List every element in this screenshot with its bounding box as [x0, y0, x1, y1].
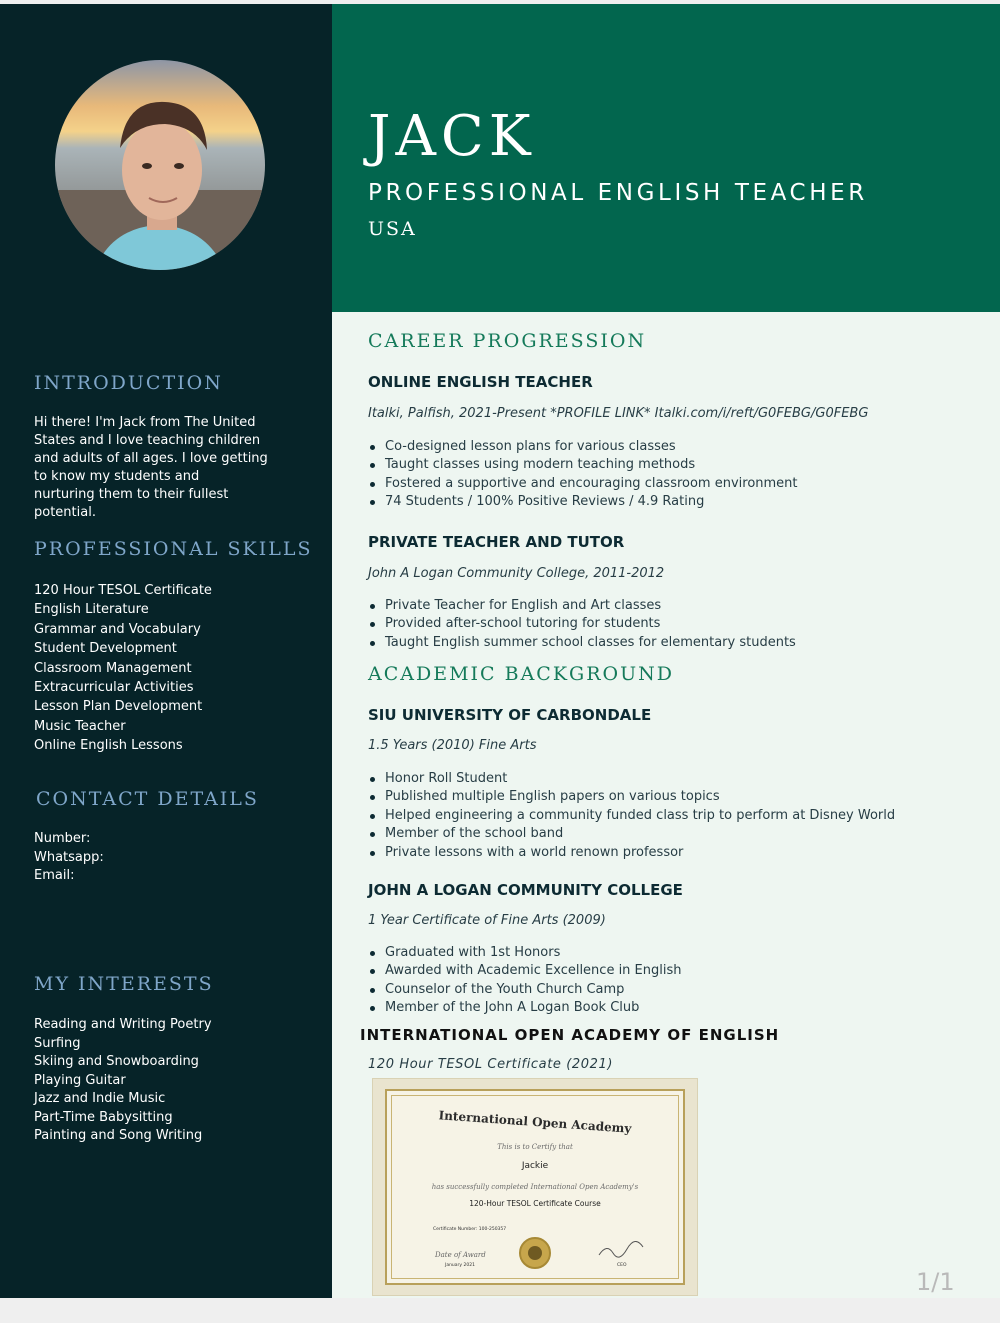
introduction-line: nurturing them to their fullest [34, 487, 229, 502]
contact-whatsapp: Whatsapp: [34, 849, 104, 865]
bullet-item: Awarded with Academic Excellence in English [368, 962, 682, 980]
profile-photo-graphic [55, 60, 265, 270]
certificate-title: International Open Academy [438, 1108, 632, 1136]
candidate-location: USA [368, 218, 417, 240]
bullet-item: Counselor of the Youth Church Camp [368, 981, 682, 999]
bullet-item: Co-designed lesson plans for various classes [368, 438, 798, 456]
bullet-item: Provided after-school tutoring for students [368, 615, 796, 633]
bullet-item: Fostered a supportive and encouraging classroom environment [368, 475, 798, 493]
bullet-item: 74 Students / 100% Positive Reviews / 4.9 Rating [368, 493, 798, 511]
bullet-item: Taught English summer school classes for elementary students [368, 634, 796, 652]
sidebar [0, 4, 332, 1298]
job-title: PRIVATE TEACHER AND TUTOR [368, 533, 625, 551]
contact-heading: CONTACT DETAILS [36, 788, 259, 810]
certificate-ceo-label: CEO [617, 1263, 627, 1268]
introduction-heading: INTRODUCTION [34, 372, 223, 394]
tesol-certificate [372, 1078, 698, 1296]
school-bullets [368, 770, 895, 862]
school-bullets [368, 944, 682, 1018]
bullet-item: Honor Roll Student [368, 770, 895, 788]
bullet-item: Member of the school band [368, 825, 895, 843]
school-subtitle: 1.5 Years (2010) Fine Arts [368, 738, 537, 753]
certificate-frame [385, 1089, 685, 1285]
bullet-item: Private lessons with a world renown professor [368, 844, 895, 862]
introduction-line: and adults of all ages. I love getting [34, 451, 268, 466]
school-title: JOHN A LOGAN COMMUNITY COLLEGE [368, 881, 683, 899]
skill-item: Grammar and Vocabulary [34, 621, 201, 637]
interests-heading: MY INTERESTS [34, 973, 214, 995]
skill-item: Classroom Management [34, 660, 192, 676]
interest-item: Painting and Song Writing [34, 1128, 203, 1143]
skill-item: Lesson Plan Development [34, 699, 203, 715]
header-banner [332, 4, 1000, 312]
certificate-course: 120-Hour TESOL Certificate Course [469, 1199, 601, 1208]
certificate-completed: has successfully completed International Open Academy's [431, 1183, 639, 1191]
skills-list [34, 581, 212, 756]
skills-heading: PROFESSIONAL SKILLS [34, 538, 313, 560]
candidate-name: JACK [368, 104, 536, 169]
academy-subtitle: 120 Hour TESOL Certificate (2021) [368, 1057, 614, 1072]
job-subtitle: Italki, Palfish, 2021-Present *PROFILE LINK* Italki.com/i/reft/G0FEBG/G0FEBG [368, 406, 869, 421]
certificate-date: January 2021 [445, 1263, 475, 1268]
bullet-item: Published multiple English papers on various topics [368, 788, 895, 806]
introduction-line: States and I love teaching children [34, 433, 261, 448]
job-subtitle: John A Logan Community College, 2011-2012 [368, 566, 665, 581]
skill-item: English Literature [34, 602, 149, 618]
seal-icon [519, 1237, 551, 1269]
certificate-recipient: Jackie [521, 1161, 549, 1171]
skill-item: Music Teacher [34, 718, 126, 734]
school-subtitle: 1 Year Certificate of Fine Arts (2009) [368, 913, 606, 928]
skill-item: Student Development [34, 641, 177, 657]
skill-item: Online English Lessons [34, 738, 183, 754]
interest-item: Playing Guitar [34, 1072, 126, 1088]
introduction-line: potential. [34, 505, 96, 520]
certificate-certify: This is to Certify that [497, 1143, 573, 1151]
interests-list [34, 1016, 212, 1146]
bullet-item: Graduated with 1st Honors [368, 944, 682, 962]
job-bullets [368, 597, 796, 652]
bullet-item: Helped engineering a community funded class trip to perform at Disney World [368, 807, 895, 825]
job-title: ONLINE ENGLISH TEACHER [368, 373, 593, 391]
job-bullets [368, 438, 798, 512]
viewer-bottom-bar [0, 1298, 1000, 1323]
career-heading: CAREER PROGRESSION [368, 330, 647, 352]
contact-list [34, 830, 104, 886]
bullet-item: Taught classes using modern teaching methods [368, 456, 798, 474]
interest-item: Jazz and Indie Music [34, 1091, 166, 1106]
interest-item: Surfing [34, 1035, 81, 1051]
introduction-line: to know my students and [34, 469, 200, 484]
profile-photo [55, 60, 265, 270]
page-indicator: 1/1 [916, 1268, 955, 1296]
contact-number: Number: [34, 831, 91, 846]
contact-email: Email: [34, 868, 75, 883]
introduction-line: Hi there! I'm Jack from The United [34, 415, 256, 430]
skill-item: Extracurricular Activities [34, 679, 194, 695]
interest-item: Part-Time Babysitting [34, 1109, 173, 1125]
bullet-item: Member of the John A Logan Book Club [368, 999, 682, 1017]
introduction-text [34, 414, 268, 522]
certificate-date-label: Date of Award [435, 1251, 486, 1259]
bullet-item: Private Teacher for English and Art classes [368, 597, 796, 615]
candidate-title: PROFESSIONAL ENGLISH TEACHER [368, 180, 868, 206]
skill-item: 120 Hour TESOL Certificate [34, 583, 212, 598]
academic-heading: ACADEMIC BACKGROUND [368, 663, 674, 685]
interest-item: Reading and Writing Poetry [34, 1017, 212, 1032]
signature-icon [597, 1241, 647, 1261]
interest-item: Skiing and Snowboarding [34, 1054, 199, 1069]
academy-title: INTERNATIONAL OPEN ACADEMY OF ENGLISH [360, 1026, 780, 1044]
certificate-number: Certificate Number: 100-250357 [433, 1227, 507, 1232]
school-title: SIU UNIVERSITY OF CARBONDALE [368, 706, 652, 724]
resume-page [0, 4, 1000, 1298]
